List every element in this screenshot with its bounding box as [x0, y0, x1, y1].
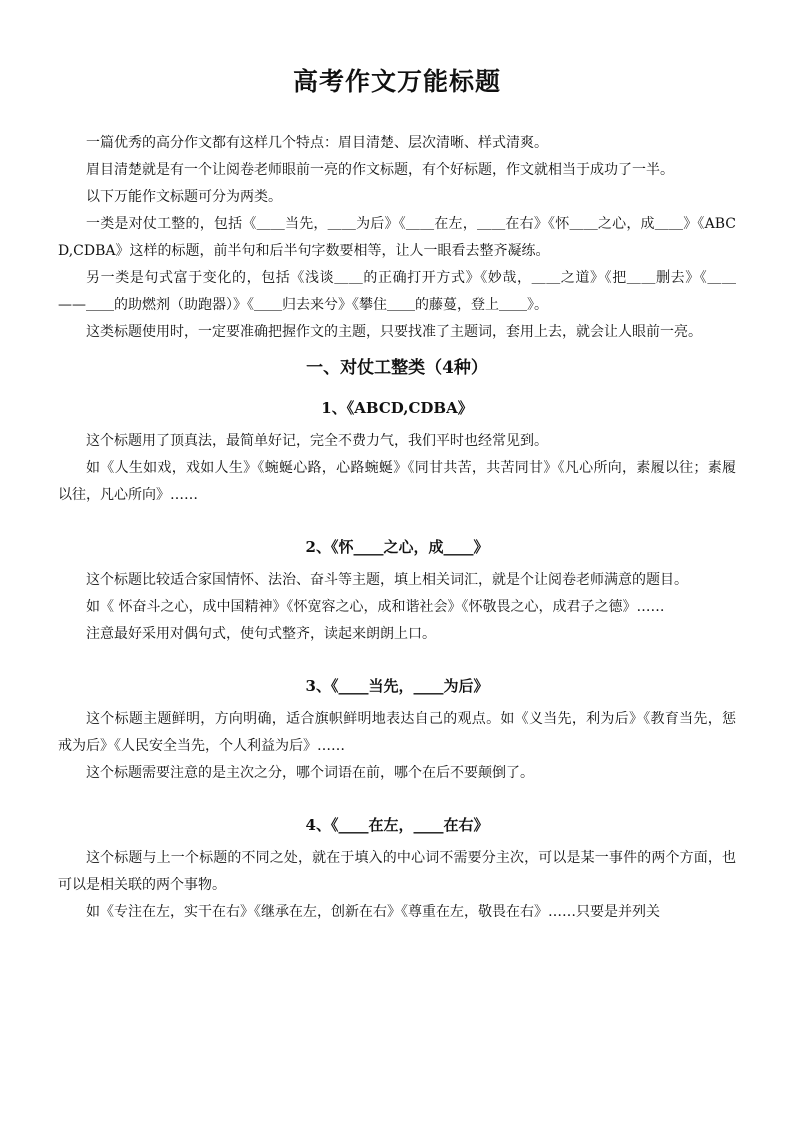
- intro-paragraph: 另一类是句式富于变化的，包括《浅谈＿＿的正确打开方式》《妙哉，＿＿之道》《把＿＿删去》《＿＿——＿＿的助燃剂（助跑器）》《＿＿归去来兮》《攀住＿＿的藤蔓，登上＿＿》。: [58, 270, 736, 313]
- item-heading: 2、《怀____之心，成____》: [305, 538, 489, 556]
- item-paragraph: 这个标题需要注意的是主次之分，哪个词语在前，哪个在后不要颠倒了。: [86, 765, 534, 781]
- intro-paragraph: 一篇优秀的高分作文都有这样几个特点：眉目清楚、层次清晰、样式清爽。: [86, 135, 548, 151]
- document-title: 高考作文万能标题: [292, 67, 501, 96]
- intro-paragraph: 一类是对仗工整的，包括《＿＿当先，＿＿为后》《＿＿在左，＿＿在右》《怀＿＿之心，成＿＿》《ABCD,CDBA》这样的标题，前半句和后半句字数要相等，让人一眼看去整齐凝练。: [58, 216, 736, 259]
- item-paragraph: 这个标题主题鲜明，方向明确，适合旗帜鲜明地表达自己的观点。如《义当先，利为后》《教育当先，惩戒为后》《人民安全当先，个人利益为后》……: [58, 711, 736, 754]
- item-heading: 1、《ABCD,CDBA》: [321, 399, 473, 417]
- spacer: [58, 648, 736, 672]
- item-heading: 4、《____在左，____在右》: [305, 816, 489, 834]
- document-page: [58, 62, 736, 926]
- intro-paragraph: 以下万能作文标题可分为两类。: [86, 189, 282, 205]
- item-paragraph: 注意最好采用对偶句式，使句式整齐，读起来朗朗上口。: [86, 626, 436, 642]
- section-heading: 一、对仗工整类（4种）: [306, 358, 488, 378]
- item-paragraph: 如《专注在左，实干在右》《继承在左，创新在右》《尊重在左，敬畏在右》……只要是并列关: [86, 904, 660, 920]
- item-paragraph: 如《 怀奋斗之心，成中国精神》《怀宽容之心，成和谐社会》《怀敬畏之心，成君子之德》……: [86, 599, 665, 615]
- intro-paragraph: 这类标题使用时，一定要准确把握作文的主题，只要找准了主题词，套用上去，就会让人眼前一亮。: [86, 324, 702, 340]
- item-paragraph: 这个标题用了顶真法，最简单好记，完全不费力气，我们平时也经常见到。: [86, 433, 548, 449]
- item-paragraph: 这个标题与上一个标题的不同之处，就在于填入的中心词不需要分主次，可以是某一事件的两个方面，也可以是相关联的两个事物。: [58, 850, 736, 893]
- spacer: [58, 509, 736, 533]
- spacer: [58, 787, 736, 811]
- item-paragraph: 如《人生如戏，戏如人生》《蜿蜒心路，心路蜿蜒》《同甘共苦，共苦同甘》《凡心所向，素履以往；素履以往，凡心所向》……: [58, 460, 736, 503]
- item-heading: 3、《____当先，____为后》: [305, 677, 489, 695]
- intro-paragraph: 眉目清楚就是有一个让阅卷老师眼前一亮的作文标题，有个好标题，作文就相当于成功了一半。: [86, 162, 674, 178]
- item-paragraph: 这个标题比较适合家国情怀、法治、奋斗等主题，填上相关词汇，就是个让阅卷老师满意的题目。: [86, 572, 688, 588]
